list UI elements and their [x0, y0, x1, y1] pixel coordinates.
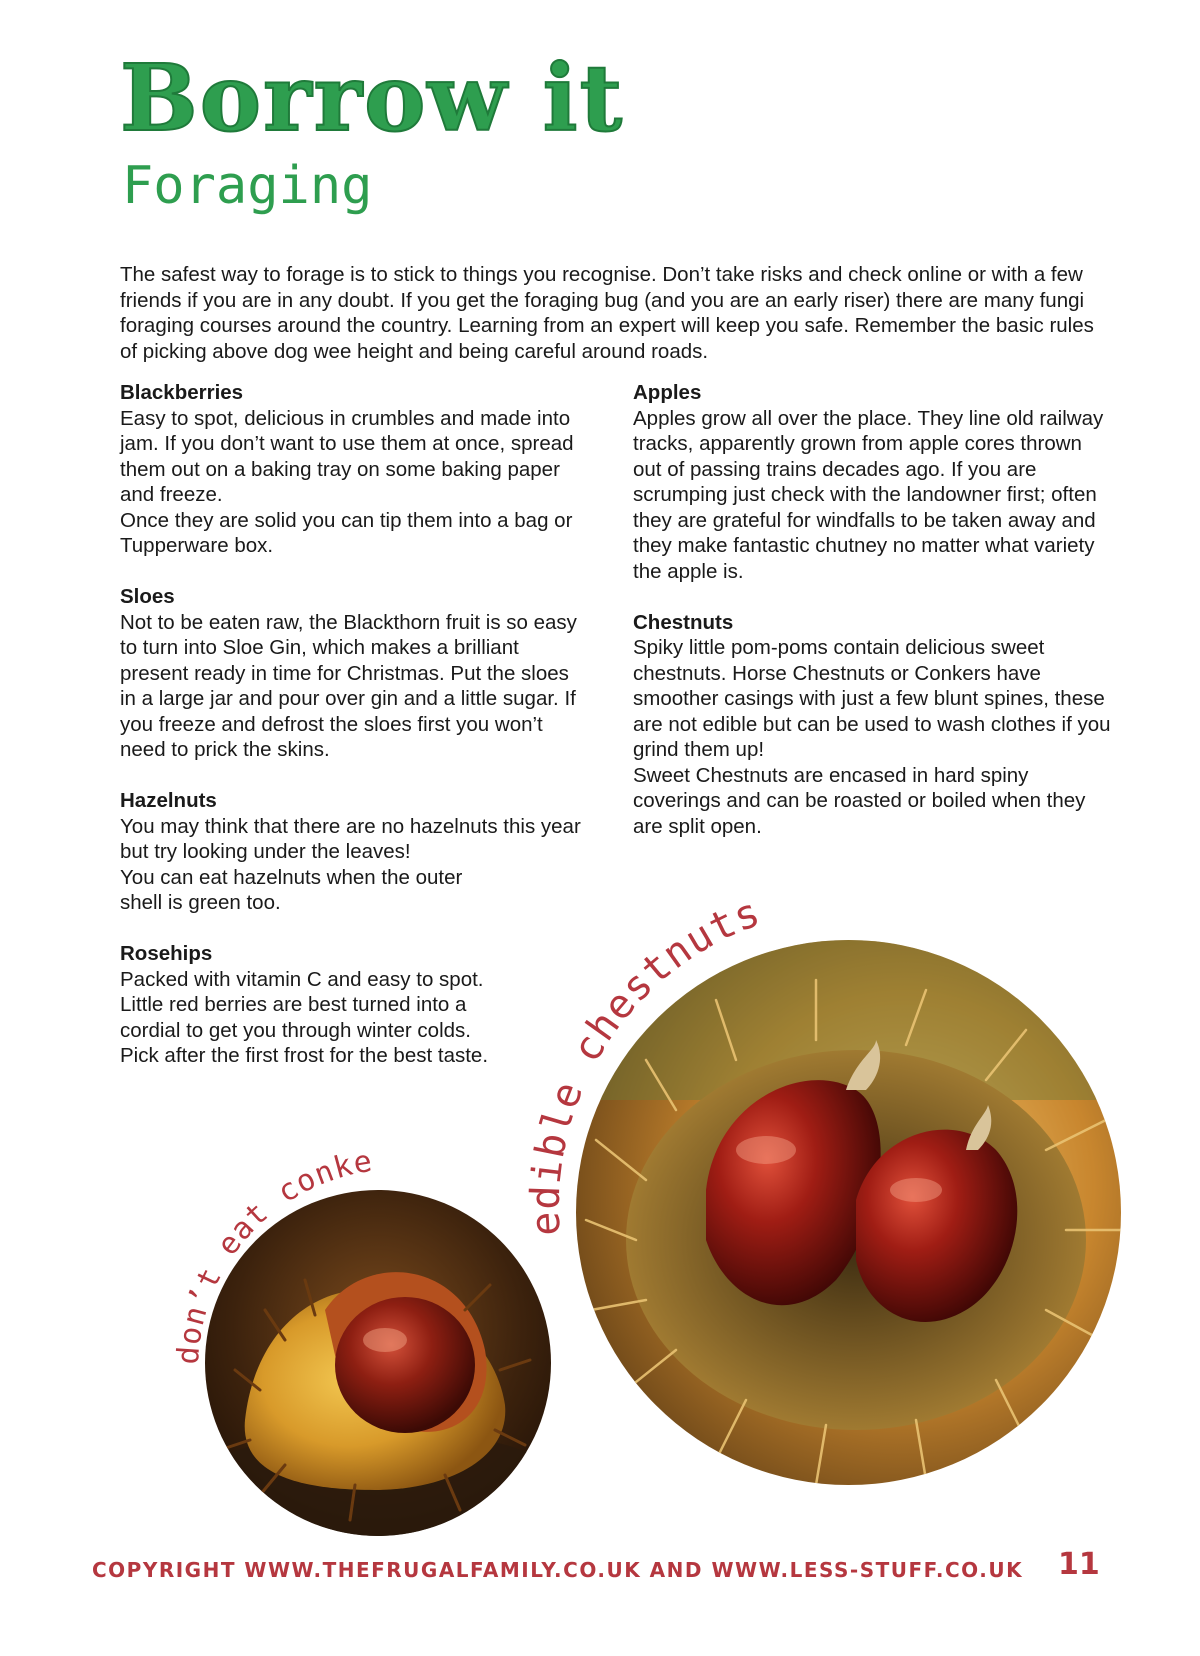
section-text: Sweet Chestnuts are encased in hard spiny coverings and can be roasted or boiled when they are split open.	[633, 763, 1086, 838]
section-text: Packed with vitamin C and easy to spot. Little red berries are best turned into a cordial to get you through winter colds. Pick after the first frost for the best taste.	[120, 967, 489, 1067]
section-heading: Hazelnuts	[120, 789, 217, 812]
copyright-footer: COPYRIGHT WWW.THEFRUGALFAMILY.CO.UK AND WWW.LESS-STUFF.CO.UK	[92, 1558, 1024, 1582]
section-text: Once they are solid you can tip them into a bag or Tupperware box.	[120, 508, 573, 557]
section-heading: Sloes	[120, 585, 175, 608]
section-text: You can eat hazelnuts when the outer shell is green too.	[120, 865, 463, 914]
section-heading: Rosehips	[120, 942, 213, 965]
chestnuts-caption-text: edible chestnuts	[522, 889, 767, 1237]
section-heading: Chestnuts	[633, 610, 734, 634]
page-number: 11	[1058, 1547, 1100, 1582]
section-heading: Apples	[633, 381, 702, 404]
section-text: Easy to spot, delicious in crumbles and made into jam. If you don’t want to use them at once, spread them out on a baking tray on some baking paper and freeze.	[120, 406, 574, 506]
conkers-caption-text: don’t eat conkers!	[140, 1113, 376, 1366]
section-chestnuts	[633, 610, 1113, 840]
section-sloes	[120, 584, 590, 763]
section-text: Apples grow all over the place. They line old railway tracks, apparently grown from apple cores thrown out of passing trains decades ago. If you are scrumping just check with the landowner first; often they are grateful for windfalls to be taken away and they make fantastic chutney no matter what variety the apple is.	[633, 406, 1104, 583]
page-subtitle: Foraging	[122, 156, 373, 216]
section-blackberries	[120, 380, 590, 559]
section-text: Spiky little pom-poms contain delicious sweet chestnuts. Horse Chestnuts or Conkers have smoother casings with just a few blunt spines, these are not edible but can be used to wash clothes if you grind them up!	[633, 636, 1111, 761]
intro-paragraph: The safest way to forage is to stick to things you recognise. Don’t take risks and check online or with a few friends if you are in any doubt. If you get the foraging bug (and you are an early riser) there are many fungi foraging courses around the country. Learning from an expert will keep you safe. Remember the basic rules of picking above dog wee height and being careful around roads.	[120, 263, 1094, 363]
conkers-caption	[140, 1113, 570, 1370]
section-text: Not to be eaten raw, the Blackthorn fruit is so easy to turn into Sloe Gin, which makes a brilliant present ready in time for Christmas. Put the sloes in a large jar and pour over gin and a little sugar. If you freeze and defrost the sloes first you won’t need to prick the skins.	[120, 610, 577, 761]
svg-text:don’t eat conkers!	[140, 1113, 375, 1366]
section-heading: Blackberries	[120, 381, 244, 404]
section-apples	[633, 380, 1113, 584]
page-title: Borrow it	[120, 44, 625, 152]
chestnuts-caption	[520, 880, 840, 1240]
section-text: You may think that there are no hazelnuts this year but try looking under the leaves!	[120, 814, 581, 863]
section-rosehips	[120, 941, 500, 1069]
right-column	[633, 380, 1113, 865]
svg-text:edible chestnuts	[523, 889, 767, 1237]
